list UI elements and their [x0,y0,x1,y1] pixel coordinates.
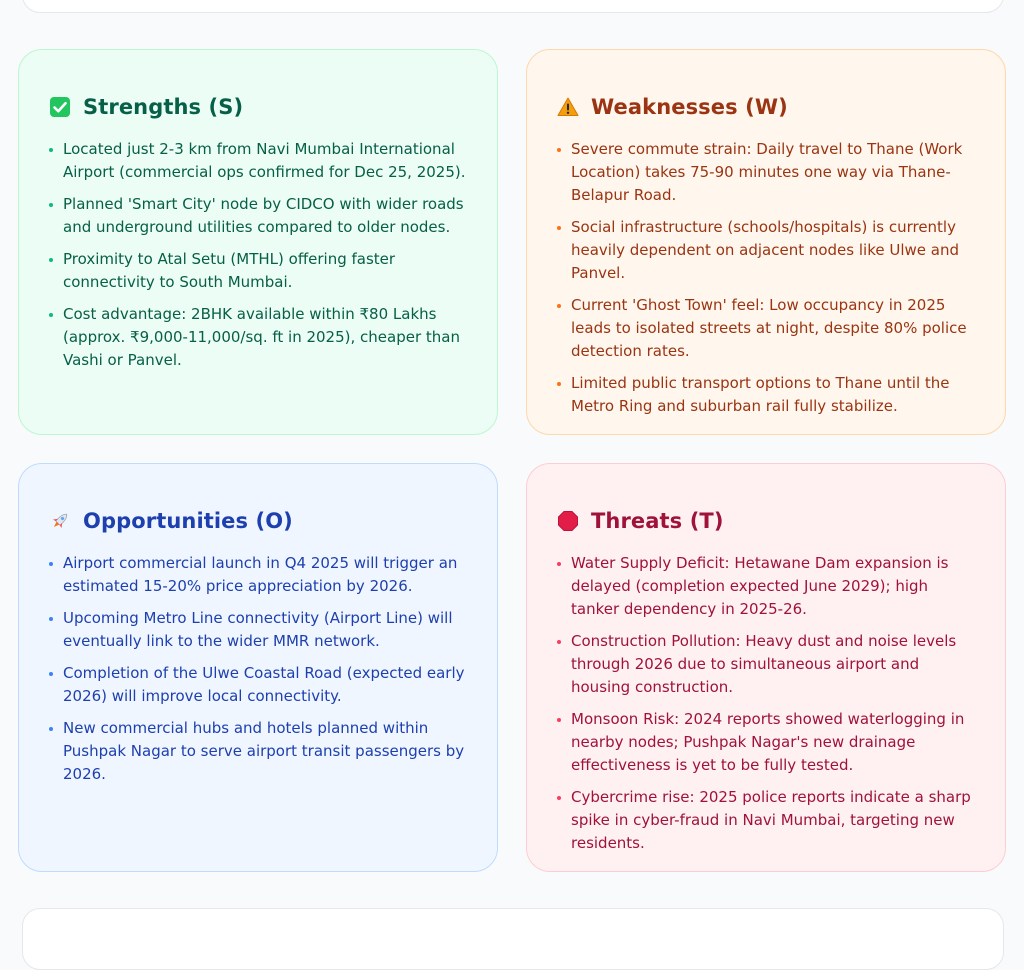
previous-section-card [22,0,1004,13]
threats-list [557,552,979,855]
list-item: Current 'Ghost Town' feel: Low occupancy in 2025 leads to isolated streets at night, despite 80% police detection rates. [557,294,979,363]
strengths-title: Strengths (S) [83,95,244,119]
stop-sign-icon [557,510,579,532]
list-item: Airport commercial launch in Q4 2025 will trigger an estimated 15-20% price appreciation by 2026. [49,552,471,598]
check-mark-icon [49,96,71,118]
list-item: Completion of the Ulwe Coastal Road (expected early 2026) will improve local connectivity. [49,662,471,708]
list-item: Construction Pollution: Heavy dust and noise levels through 2026 due to simultaneous airport and housing construction. [557,630,979,699]
threats-title: Threats (T) [591,509,724,533]
list-item: Cybercrime rise: 2025 police reports indicate a sharp spike in cyber-fraud in Navi Mumbai, targeting new residents. [557,786,979,855]
list-item: Proximity to Atal Setu (MTHL) offering faster connectivity to South Mumbai. [49,248,471,294]
opportunities-card [18,463,498,872]
list-item: Social infrastructure (schools/hospitals) is currently heavily dependent on adjacent nodes like Ulwe and Panvel. [557,216,979,285]
weaknesses-card [526,49,1006,435]
weaknesses-title: Weaknesses (W) [591,95,788,119]
threats-card [526,463,1006,872]
list-item: Located just 2-3 km from Navi Mumbai International Airport (commercial ops confirmed for Dec 25, 2025). [49,138,471,184]
threats-header [557,504,979,538]
opportunities-header [49,504,471,538]
list-item: Planned 'Smart City' node by CIDCO with wider roads and underground utilities compared to older nodes. [49,193,471,239]
weaknesses-header [557,90,979,124]
opportunities-list [49,552,471,786]
list-item: Upcoming Metro Line connectivity (Airport Line) will eventually link to the wider MMR network. [49,607,471,653]
list-item: Severe commute strain: Daily travel to Thane (Work Location) takes 75-90 minutes one way via Thane-Belapur Road. [557,138,979,207]
opportunities-title: Opportunities (O) [83,509,293,533]
warning-icon [557,96,579,118]
strengths-card [18,49,498,435]
list-item: Monsoon Risk: 2024 reports showed waterlogging in nearby nodes; Pushpak Nagar's new drainage effectiveness is yet to be fully tested. [557,708,979,777]
list-item: Limited public transport options to Thane until the Metro Ring and suburban rail fully stabilize. [557,372,979,418]
list-item: New commercial hubs and hotels planned within Pushpak Nagar to serve airport transit passengers by 2026. [49,717,471,786]
rocket-icon [49,510,71,532]
list-item: Cost advantage: 2BHK available within ₹80 Lakhs (approx. ₹9,000-11,000/sq. ft in 2025), cheaper than Vashi or Panvel. [49,303,471,372]
weaknesses-list [557,138,979,418]
list-item: Water Supply Deficit: Hetawane Dam expansion is delayed (completion expected June 2029); high tanker dependency in 2025-26. [557,552,979,621]
strengths-header [49,90,471,124]
strengths-list [49,138,471,372]
next-section-card [22,908,1004,970]
